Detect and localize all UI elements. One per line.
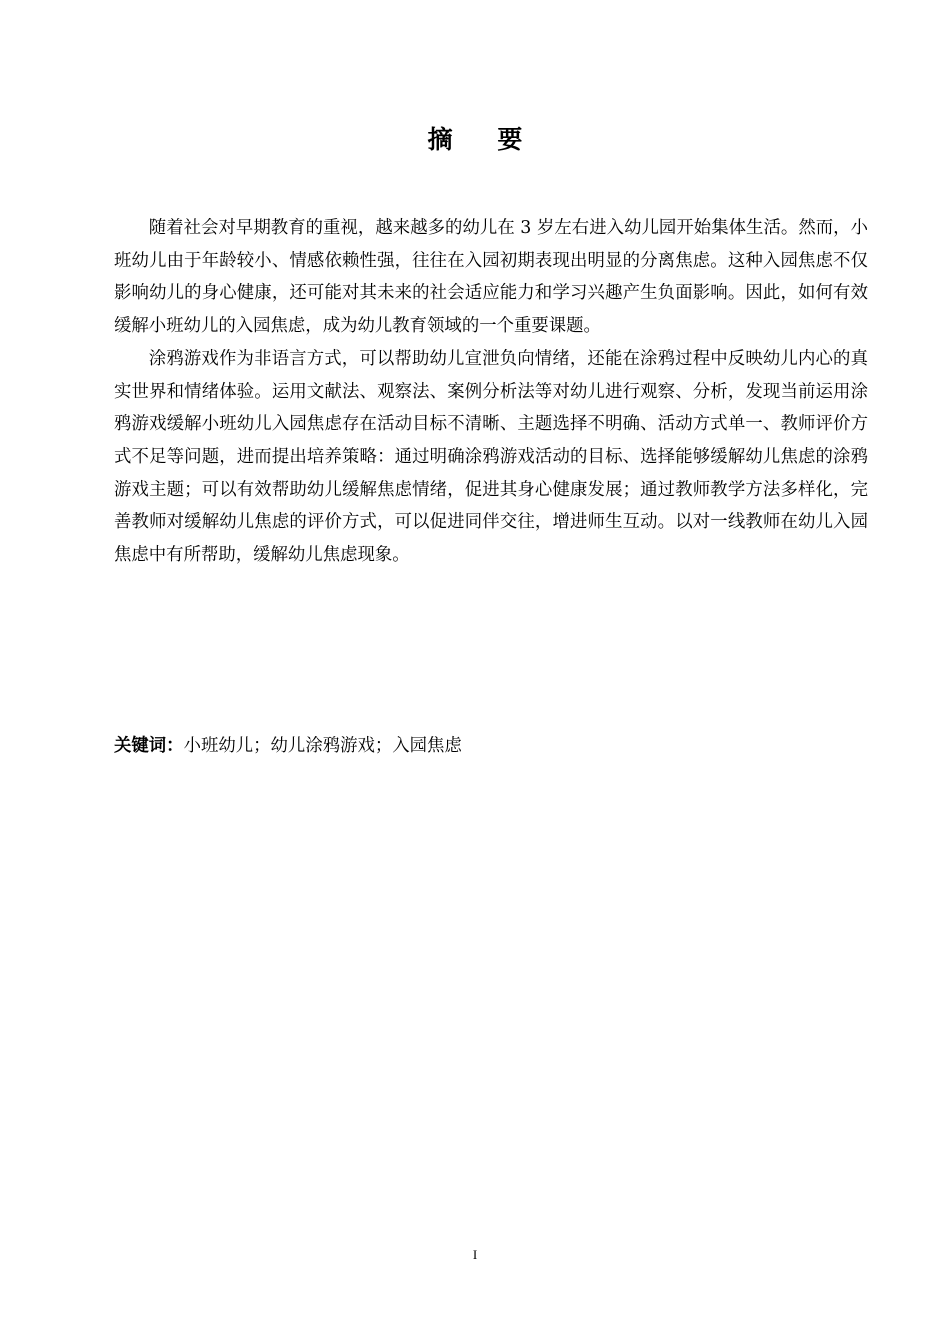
keywords-label: 关键词： [114,736,184,756]
abstract-body [114,212,868,572]
keywords-value: 小班幼儿；幼儿涂鸦游戏；入园焦虑 [183,736,462,756]
abstract-title: 摘 要 [427,125,541,154]
keywords-line [114,731,868,761]
page-number: I [472,1247,478,1262]
abstract-paragraph-2: 涂鸦游戏作为非语言方式，可以帮助幼儿宣泄负向情绪，还能在涂鸦过程中反映幼儿内心的真实世界和情绪体验。运用文献法、观察法、案例分析法等对幼儿进行观察、分析，发现当前运用涂鸦游戏缓解小班幼儿入园焦虑存在活动目标不清晰、主题选择不明确、活动方式单一、教师评价方式不足等问题，进而提出培养策略：通过明确涂鸦游戏活动的目标、选择能够缓解幼儿焦虑的涂鸦游戏主题；可以有效帮助幼儿缓解焦虑情绪，促进其身心健康发展；通过教师教学方法多样化，完善教师对缓解幼儿焦虑的评价方式，可以促进同伴交往，增进师生互动。以对一线教师在幼儿入园焦虑中有所帮助，缓解幼儿焦虑现象。 [114,348,868,566]
abstract-paragraph-1: 随着社会对早期教育的重视，越来越多的幼儿在 3 岁左右进入幼儿园开始集体生活。然而，小班幼儿由于年龄较小、情感依赖性强，往往在入园初期表现出明显的分离焦虑。这种入园焦虑不仅影响幼儿的身心健康，还可能对其未来的社会适应能力和学习兴趣产生负面影响。因此，如何有效缓解小班幼儿的入园焦虑，成为幼儿教育领域的一个重要课题。 [114,218,868,337]
